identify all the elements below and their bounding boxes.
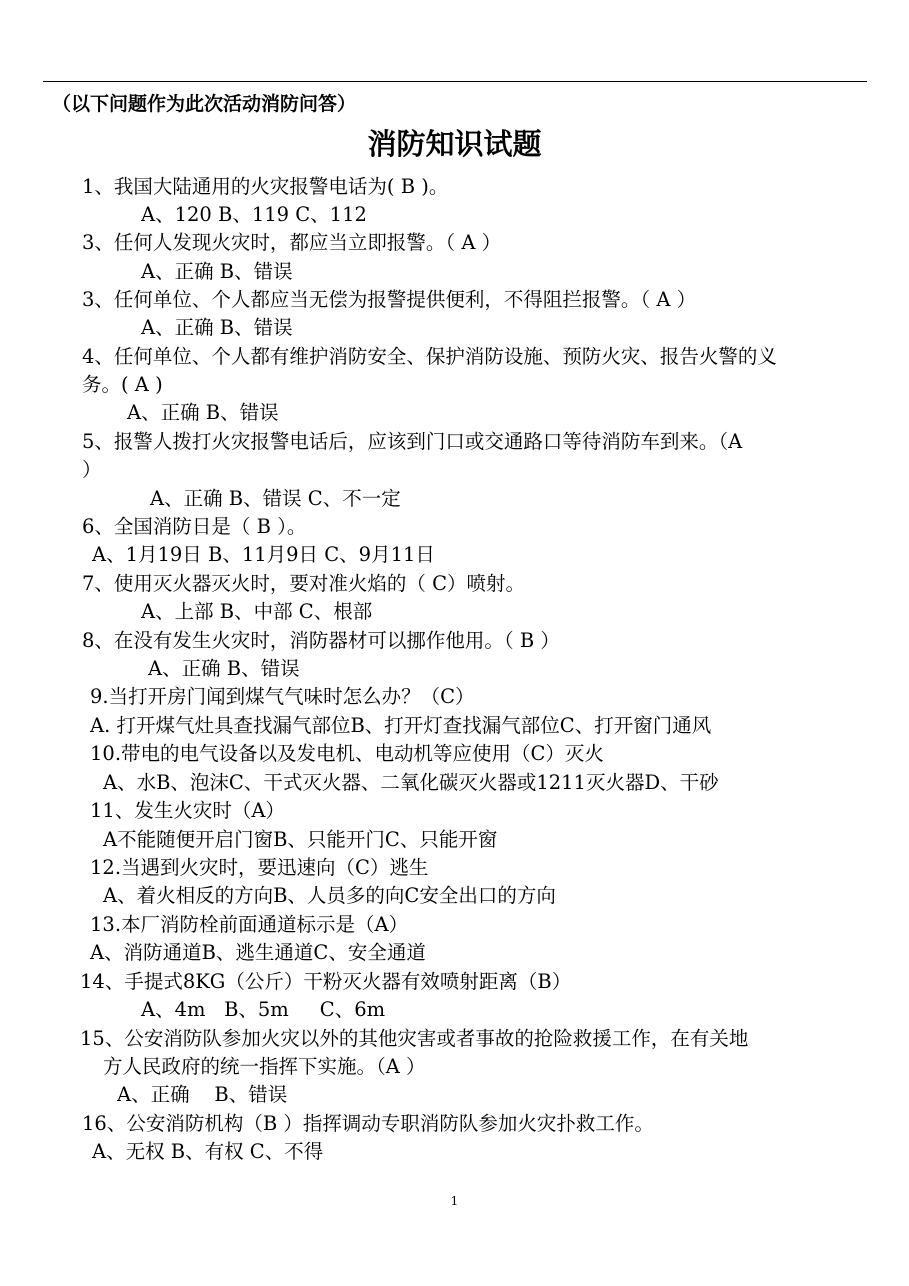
answer-options: A、4m B、5m C、6m — [141, 998, 386, 1021]
question-line: 16、公安消防机构（B ）指挥调动专职消防队参加火灾扑救工作。 — [82, 1112, 654, 1135]
question-line: 3、任何人发现火灾时，都应当立即报警。（ A ） — [82, 231, 502, 254]
question-line: 11、发生火灾时（A） — [90, 799, 285, 822]
answer-options: A、正确 B、错误 — [117, 1083, 288, 1106]
answer-options: A、水B、泡沫C、干式灭火器、二氧化碳灭火器或1211灭火器D、干砂 — [103, 771, 719, 794]
question-line: 1、我国大陆通用的火灾报警电话为( B )。 — [82, 175, 449, 198]
page-number: 1 — [450, 1194, 459, 1208]
question-line: 务。( A ) — [82, 373, 163, 396]
answer-options: A、正确 B、错误 C、不一定 — [150, 487, 401, 510]
question-line: 3、任何单位、个人都应当无偿为报警提供便利，不得阻拦报警。（ A ） — [82, 288, 697, 311]
answer-options: A、正确 B、错误 — [141, 260, 293, 283]
answer-options: A、120 B、119 C、112 — [141, 203, 367, 226]
answer-options: A、1月19日 B、11月9日 C、9月11日 — [92, 543, 435, 566]
answer-options: A、正确 B、错误 — [141, 316, 293, 339]
header-rule — [43, 81, 867, 82]
answer-options: A、无权 B、有权 C、不得 — [92, 1140, 324, 1163]
question-line: 13.本厂消防栓前面通道标示是（A） — [90, 913, 409, 936]
page-title: 消防知识试题 — [367, 127, 542, 161]
answer-options: A、正确 B、错误 — [148, 657, 300, 680]
question-line: 14、手提式8KG（公斤）干粉灭火器有效喷射距离（B） — [80, 970, 572, 993]
answer-options: A不能随便开启门窗B、只能开门C、只能开窗 — [103, 828, 498, 851]
question-line: ） — [82, 458, 102, 481]
question-line: 9.当打开房门闻到煤气气味时怎么办？（C） — [90, 685, 475, 708]
question-line: 7、使用灭火器灭火时，要对准火焰的（ C）喷射。 — [82, 572, 526, 595]
question-line: 5、报警人拨打火灾报警电话后，应该到门口或交通路口等待消防车到来。（A — [82, 430, 743, 453]
header-note: （以下问题作为此次活动消防问答） — [52, 93, 357, 115]
question-line: 12.当遇到火灾时，要迅速向（C）逃生 — [90, 856, 429, 879]
answer-options: A、着火相反的方向B、人员多的向C安全出口的方向 — [103, 884, 556, 907]
question-line: 方人民政府的统一指挥下实施。（A ） — [103, 1055, 426, 1078]
answer-options: A、消防通道B、逃生通道C、安全通道 — [90, 941, 426, 964]
question-line: 8、在没有发生火灾时，消防器材可以挪作他用。（ B ） — [82, 629, 560, 652]
question-line: 4、任何单位、个人都有维护消防安全、保护消防设施、预防火灾、报告火警的义 — [82, 345, 777, 368]
question-line: 10.带电的电气设备以及发电机、电动机等应使用（C）灭火 — [90, 742, 604, 765]
question-line: 15、公安消防队参加火灾以外的其他灾害或者事故的抢险救援工作，在有关地 — [80, 1027, 749, 1050]
answer-options: A. 打开煤气灶具查找漏气部位B、打开灯查找漏气部位C、打开窗门通风 — [90, 714, 712, 737]
answer-options: A、正确 B、错误 — [127, 401, 279, 424]
answer-options: A、上部 B、中部 C、根部 — [141, 600, 373, 623]
question-line: 6、全国消防日是（ B ）。 — [82, 515, 307, 538]
